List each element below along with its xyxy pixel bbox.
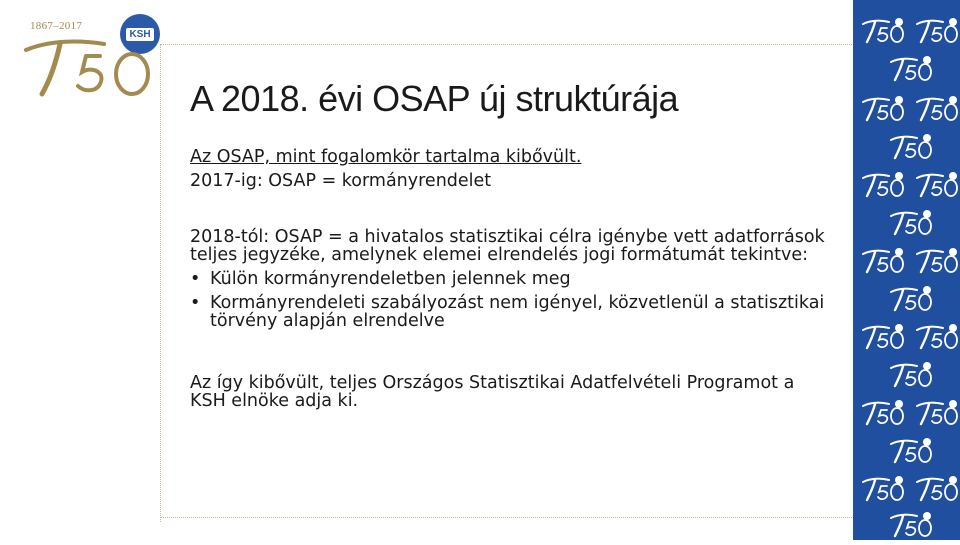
left-divider xyxy=(160,44,161,522)
definition-2017: 2017-ig: OSAP = kormányrendelet xyxy=(190,171,492,191)
slide-body xyxy=(190,148,830,410)
slide-title: A 2018. évi OSAP új struktúrája xyxy=(190,78,679,119)
bullet-dot-icon: • xyxy=(190,293,201,313)
t150-pattern-icon xyxy=(853,0,960,540)
intro-line: Az OSAP, mint fogalomkör tartalma kibővült. xyxy=(190,147,582,167)
bullet-text: Külön kormányrendeletben jelennek meg xyxy=(210,269,571,289)
bullet-item xyxy=(190,270,830,288)
bottom-divider xyxy=(160,517,852,518)
closing-paragraph: Az így kibővült, teljes Országos Statisztikai Adatfelvételi Programot a KSH elnöke adja ki. xyxy=(190,373,795,411)
bullet-dot-icon: • xyxy=(190,269,201,289)
logo-years: 1867–2017 xyxy=(30,20,83,32)
bullet-text: Kormányrendeleti szabályozást nem igényel, közvetlenül a statisztikai törvény alapján elrendelve xyxy=(210,293,825,331)
ksh-badge-label: KSH xyxy=(126,28,153,41)
definition-2018: 2018-tól: OSAP = a hivatalos statisztikai célra igénybe vett adatforrások teljes jegyzéke, amelynek elemei elrendelés jogi formátumát tekintve: xyxy=(190,227,825,265)
decorative-ribbon xyxy=(853,0,960,540)
top-divider xyxy=(160,44,852,45)
t150-emblem-icon xyxy=(20,32,160,98)
ksh-150-logo xyxy=(20,10,162,98)
bullet-item xyxy=(190,294,830,330)
